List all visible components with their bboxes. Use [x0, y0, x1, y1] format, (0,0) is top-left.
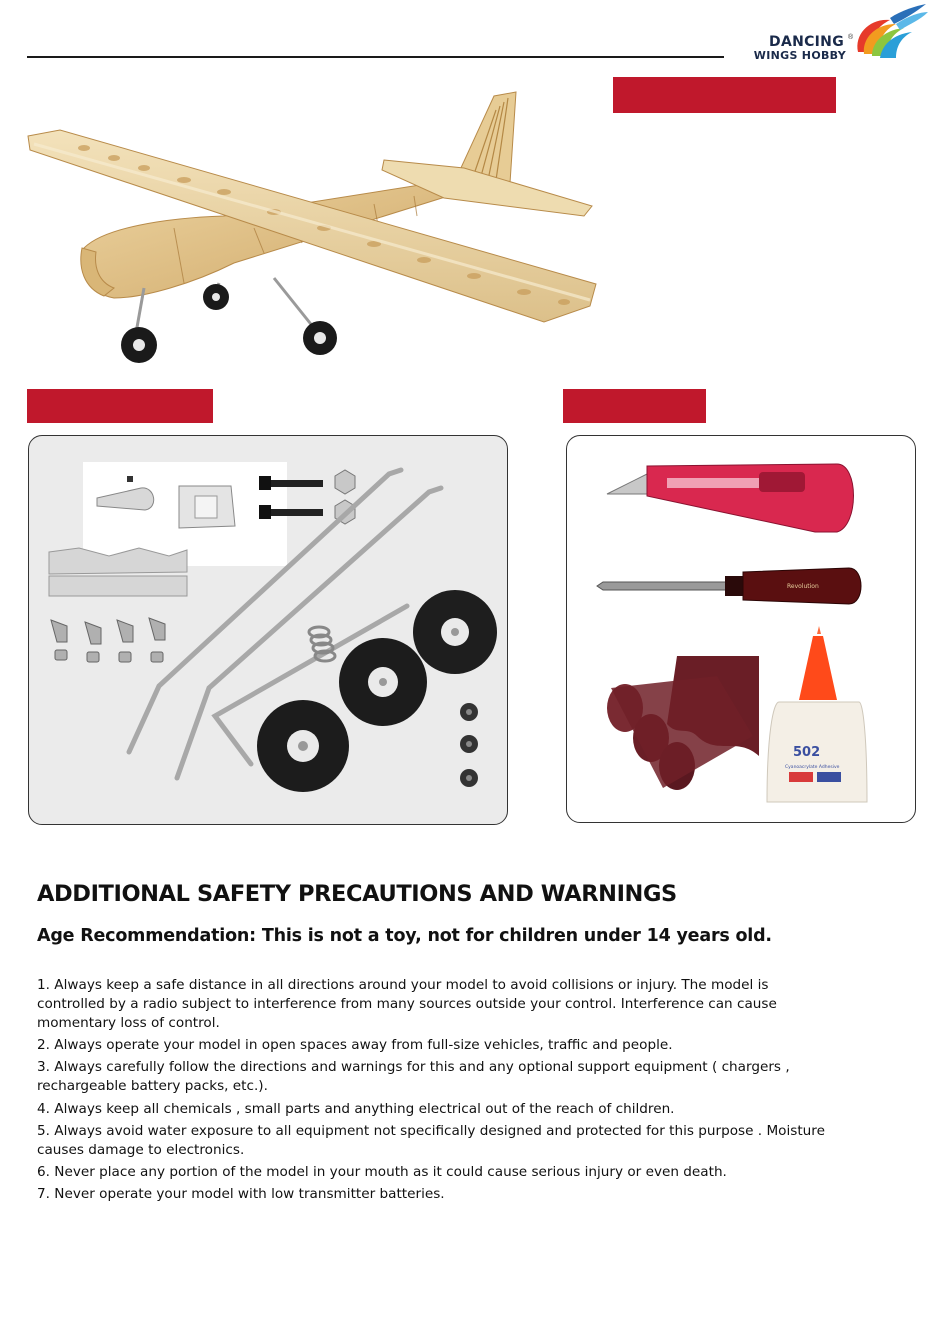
header-rule — [27, 56, 724, 58]
red-label-bar-kit — [613, 77, 836, 113]
sandpaper-icon — [607, 656, 759, 790]
age-recommendation: Age Recommendation: This is not a toy, not for children under 14 years old. — [37, 926, 772, 946]
screwdriver-brand: Revolution — [787, 583, 819, 590]
safety-rule: 4. Always keep all chemicals , small parts and anything electrical out of the reach of children. — [37, 1100, 675, 1117]
tools-image — [567, 436, 915, 822]
brand-line-2: WINGS HOBBY — [753, 49, 846, 62]
red-label-bar-tools — [563, 389, 706, 423]
clevis-icon — [51, 618, 165, 662]
included-parts-panel — [28, 435, 508, 825]
hardware-parts-image — [29, 436, 507, 824]
foam-wheel-icon — [257, 590, 497, 792]
safety-rule: 3. Always carefully follow the directions and warnings for this and any optional support equipment ( chargers , rechargeable battery packs, etc.). — [37, 1059, 790, 1095]
safety-heading: ADDITIONAL SAFETY PRECAUTIONS AND WARNINGS — [37, 881, 677, 907]
wing-swoosh-icon — [850, 4, 928, 66]
safety-rule: 6. Never place any portion of the model in your mouth as it could cause serious injury or even death. — [37, 1163, 727, 1180]
brand-logo — [728, 4, 928, 66]
required-tools-panel — [566, 435, 916, 823]
utility-knife-icon — [607, 464, 854, 532]
safety-rule: 2. Always operate your model in open spaces away from full-size vehicles, traffic and people. — [37, 1037, 673, 1054]
hinge-strip-icon — [49, 548, 187, 596]
wheel-icon — [121, 284, 337, 363]
red-label-bar-parts — [27, 389, 213, 423]
brand-line-1: DANCING — [769, 34, 844, 50]
safety-rule: 5. Always avoid water exposure to all equipment not specifically designed and protected for this purpose . Moisture causes damage to electronics. — [37, 1122, 825, 1158]
registered-mark: ® — [848, 34, 854, 41]
balsa-airplane-image — [24, 88, 604, 370]
safety-rules-list — [37, 976, 837, 1207]
glue-label: 502 — [793, 745, 821, 760]
glue-bottle-icon — [767, 626, 867, 802]
safety-rule: 1. Always keep a safe distance in all directions around your model to avoid collisions or injury. The model is controlled by a radio subject to interference from many sources outside your control. Interference can cause momentary loss of control. — [37, 977, 777, 1031]
glue-sublabel: Cyanoacrylate Adhesive — [785, 765, 840, 770]
safety-rule: 7. Never operate your model with low transmitter batteries. — [37, 1186, 445, 1203]
screwdriver-icon — [597, 568, 861, 604]
